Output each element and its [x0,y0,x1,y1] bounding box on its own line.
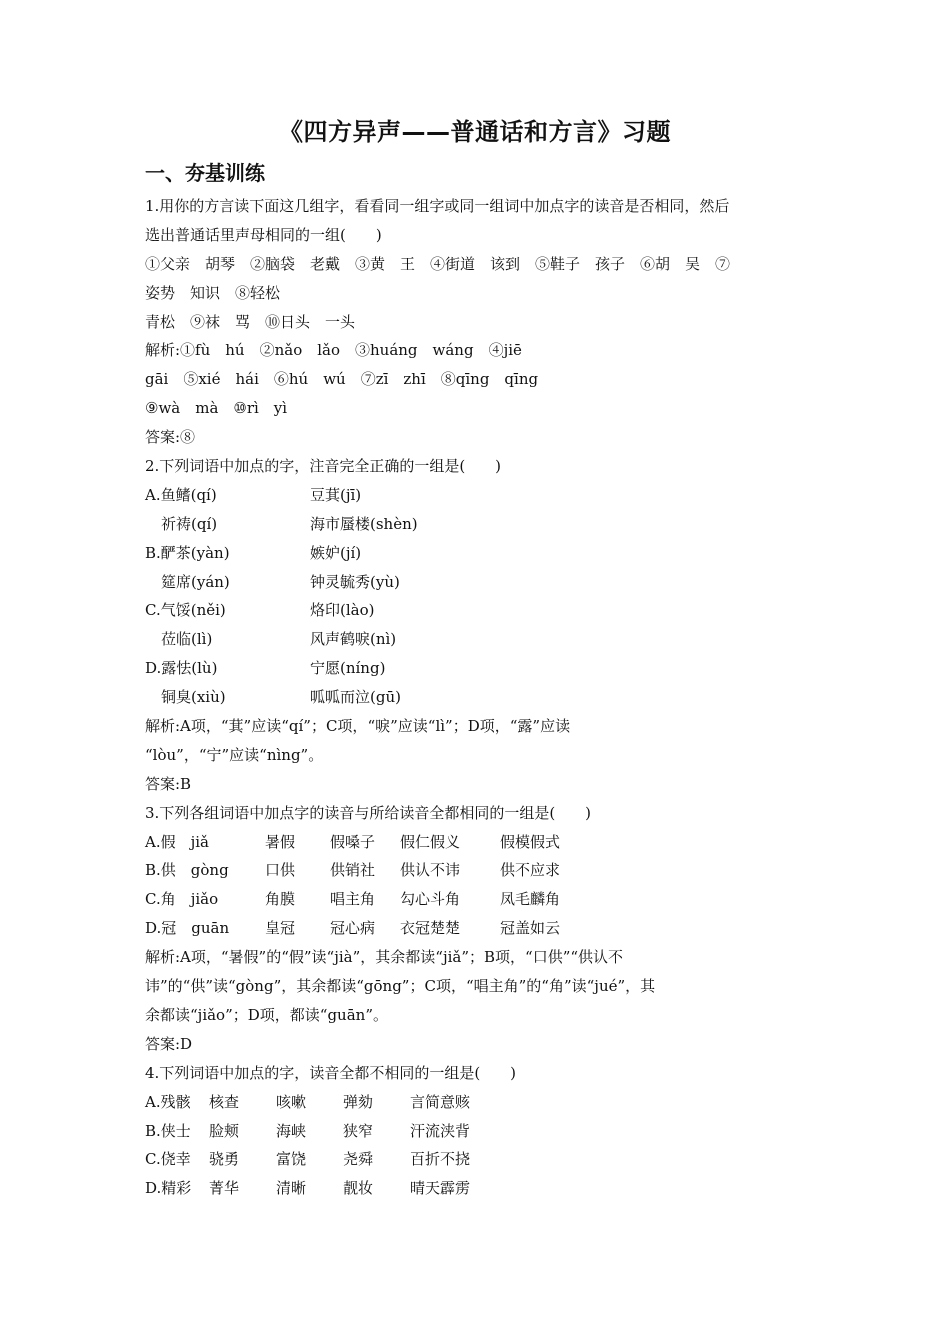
q1-stem-line-1: 1.用你的方言读下面这几组字，看看同一组字或同一组词中加点字的读音是否相同，然后 [145,197,730,215]
q2-answer: 答案:B [145,774,192,793]
q3-term: 供销社 [330,861,376,880]
q2-term: 筵席(yán) [161,572,230,591]
q4-term: 菁华 [209,1179,240,1198]
q3-term: C.角 jiǎo [145,890,219,909]
q2-term: 嫉妒(jí) [310,543,362,562]
q2-option-row [145,568,810,597]
q2-option-row [145,683,810,712]
q4-term: 海峡 [276,1121,307,1140]
q2-term: 祈祷(qí) [161,514,218,533]
q2-term: B.酽茶(yàn) [145,543,230,562]
question-3 [145,799,810,1059]
q4-term: 靓妆 [343,1179,374,1198]
q2-term: A.鱼鳍(qí) [145,485,217,504]
q2-term: 莅临(lì) [161,630,213,649]
q2-option-row [145,510,810,539]
q1-options-line-2: 姿势 知识 ⑧轻松 [145,283,281,302]
q2-option-row [145,654,810,683]
q4-term: 核查 [209,1092,240,1111]
q2-option-row [145,539,810,568]
q2-term: 钟灵毓秀(yù) [310,572,400,591]
q2-stem: 2.下列词语中加点的字，注音完全正确的一组是( ) [145,457,502,476]
q4-term: 咳嗽 [276,1092,307,1111]
q3-term: A.假 jiǎ [145,832,209,851]
q4-term: B.侠士 [145,1121,191,1140]
q3-term: 暑假 [265,832,296,851]
q3-term: 假仁假义 [400,832,461,851]
q3-term: 唱主角 [330,890,376,909]
q3-term: 凤毛麟角 [500,890,561,909]
q3-term: 供认不讳 [400,861,461,880]
q2-term: 烙印(lào) [310,601,375,620]
q3-option-row [145,828,810,857]
q3-term: 口供 [265,861,296,880]
q4-term: 清晰 [276,1179,307,1198]
page-title: 《四方异声——普通话和方言》习题 [279,118,671,146]
q3-term: 角膜 [265,890,296,909]
q4-term: A.残骸 [145,1092,191,1111]
q3-analysis-line-2: 讳”的“供”读“gòng”，其余都读“gōng”；C项，“唱主角”的“角”读“jué”，其 [145,977,656,996]
q4-term: 晴天霹雳 [410,1179,471,1198]
q3-term: 冠盖如云 [500,919,561,938]
q2-term: 豆萁(jī) [310,485,362,504]
q1-stem-line-2: 选出普通话里声母相同的一组( ) [145,225,382,244]
q4-term: 尧舜 [343,1150,374,1169]
q2-term: C.气馁(něi) [145,601,226,620]
exercise-body [145,192,810,1203]
q3-answer: 答案:D [145,1034,193,1053]
question-2 [145,452,810,799]
q2-analysis-line-2: “lòu”，“宁”应读“nìng”。 [145,745,324,764]
q2-term: 风声鹤唳(nì) [310,630,397,649]
q2-term: 铜臭(xiù) [161,688,226,707]
q3-stem: 3.下列各组词语中加点字的读音与所给读音全都相同的一组是( ) [145,803,592,822]
q4-term: D.精彩 [145,1179,192,1198]
q2-term: 呱呱而泣(gū) [310,688,401,707]
q4-term: 汗流浃背 [410,1121,471,1140]
q4-term: C.侥幸 [145,1150,191,1169]
q3-term: 假嗓子 [330,832,376,851]
q3-analysis-line-1: 解析:A项，“暑假”的“假”读“jià”，其余都读“jiǎ”；B项，“口供”“供认不 [145,948,624,967]
q3-term: 假模假式 [500,832,561,851]
q3-term: 冠心病 [330,919,376,938]
q3-option-row [145,856,810,885]
q4-option-row [145,1145,810,1174]
q3-analysis-line-3: 余都读“jiǎo”；D项，都读“guān”。 [145,1005,388,1024]
q4-term: 百折不挠 [410,1150,471,1169]
q1-options-line-3: 青松 ⑨袜 骂 ⑩日头 一头 [145,312,356,331]
q3-term: D.冠 guān [145,919,230,938]
q2-option-row [145,625,810,654]
q4-option-row [145,1117,810,1146]
q2-option-row [145,596,810,625]
question-1 [145,192,810,452]
q4-term: 富饶 [276,1150,307,1169]
q3-term: 皇冠 [265,919,296,938]
q3-term: 供不应求 [500,861,561,880]
q1-answer: 答案:⑧ [145,428,196,447]
q1-options-line-1: ①父亲 胡琴 ②脑袋 老戴 ③黄 王 ④街道 该到 ⑤鞋子 孩子 ⑥胡 吴 ⑦ [145,254,731,273]
q2-term: 海市蜃楼(shèn) [310,514,418,533]
q3-term: 勾心斗角 [400,890,461,909]
q1-analysis-line-3: ⑨wà mà ⑩rì yì [145,399,288,418]
question-4 [145,1059,810,1203]
q4-stem: 4.下列词语中加点的字，读音全都不相同的一组是( ) [145,1063,517,1082]
section-heading: 一、夯基训练 [145,161,265,185]
q3-option-row [145,885,810,914]
q1-analysis-line-1: 解析:①fù hú ②nǎo lǎo ③huáng wáng ④jiē [145,341,522,360]
q4-term: 言简意赅 [410,1092,471,1111]
q4-term: 弹劾 [343,1092,374,1111]
q3-option-row [145,914,810,943]
q3-term: 衣冠楚楚 [400,919,461,938]
q2-option-row [145,481,810,510]
q4-option-row [145,1088,810,1117]
q4-term: 狭窄 [343,1121,374,1140]
q1-analysis-line-2: gāi ⑤xié hái ⑥hú wú ⑦zī zhī ⑧qīng qīng [145,370,539,389]
q4-term: 脸颊 [209,1121,240,1140]
q4-term: 骁勇 [209,1150,240,1169]
q3-term: B.供 gòng [145,861,229,880]
q2-term: 宁愿(níng) [310,659,386,678]
q4-option-row [145,1174,810,1203]
q2-analysis-line-1: 解析:A项，“萁”应读“qí”；C项，“唳”应读“lì”；D项，“露”应读 [145,717,571,736]
q2-term: D.露怯(lù) [145,659,218,678]
